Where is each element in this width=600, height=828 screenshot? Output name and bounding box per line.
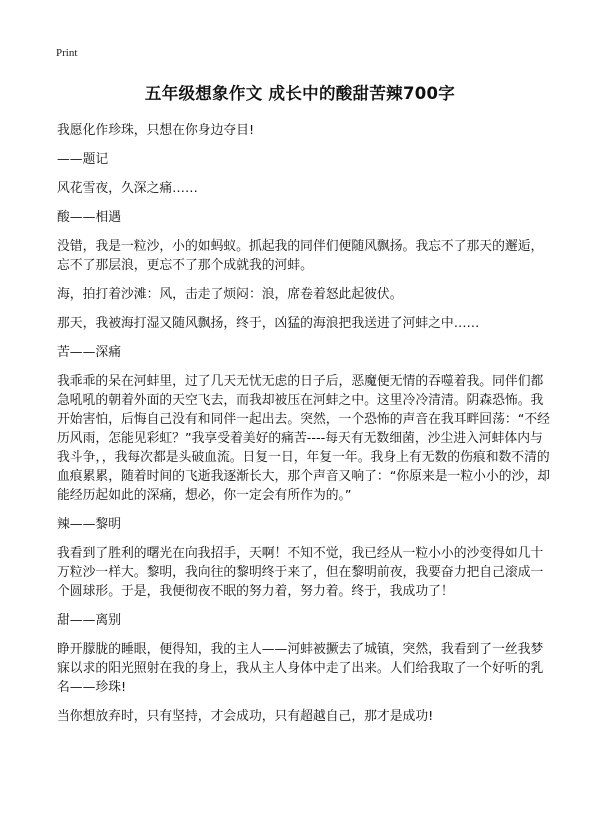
paragraph: 我看到了胜利的曙光在向我招手，天啊！不知不觉，我已经从一粒小小的沙变得如几十万粒沙一样大。黎明，我向往的黎明终于来了，但在黎明前夜，我要奋力把自己滚成一个圆球形。于是，我便彻夜不眠的努力着，努力着。终于，我成功了！: [57, 546, 544, 599]
section-heading-sour: 酸——相遇: [57, 210, 121, 225]
article-body: [57, 121, 553, 736]
print-link[interactable]: Print: [56, 47, 78, 59]
epigraph-attribution: ——题记: [57, 152, 109, 167]
paragraph: 海，拍打着沙滩：风，击走了烦闷：浪，席卷着怒此起彼伏。: [57, 287, 403, 302]
section-heading-sweet: 甜——离别: [57, 613, 121, 628]
paragraph: 没错，我是一粒沙，小的如蚂蚁。抓起我的同伴们便随风飘扬。我忘不了那天的邂逅，忘不了那层浪，更忘不了那个成就我的河蚌。: [57, 239, 544, 273]
closing-line: 当你想放弃时，只有坚持，才会成功，只有超越自己，那才是成功!: [57, 709, 434, 724]
paragraph: 睁开朦胧的睡眼，便得知，我的主人——河蚌被撅去了城镇，突然，我看到了一丝我梦寐以求的阳光照射在我的身上，我从主人身体中走了出来。人们给我取了一个好听的乳名——珍珠!: [57, 642, 544, 695]
intro-line: 风花雪夜，久深之痛……: [57, 181, 198, 196]
section-heading-bitter: 苦——深痛: [57, 345, 121, 360]
section-heading-spicy: 辣——黎明: [57, 517, 121, 532]
paragraph: 那天，我被海打湿又随风飘扬，终于，凶猛的海浪把我送进了河蚌之中……: [57, 316, 480, 331]
article-title: 五年级想象作文 成长中的酸甜苦辣700字: [144, 84, 456, 103]
paragraph: 我乖乖的呆在河蚌里，过了几天无忧无虑的日子后，恶魔便无情的吞噬着我。同伴们都急吼吼的朝着外面的天空飞去，而我却被压在河蚌之中。这里冷冷清清。阴森恐怖。我开始害怕，后悔自己没有和同伴一起出去。突然，一个恐怖的声音在我耳畔回荡：“不经历风雨，怎能见彩虹？”我享受着美好的痛苦----每天有无数细菌，沙尘进入河蚌体内与我斗争，，我每次都是头破血流。日复一日，年复一年。我身上有无数的伤痕和数不清的血痕累累，随着时间的飞逝我逐渐长大，那个声音又响了：“你原来是一粒小小的沙，却能经历起如此的深痛，想必，你一定会有所作为的。”: [57, 374, 550, 503]
epigraph: 我愿化作珍珠，只想在你身边夺目!: [57, 123, 255, 138]
